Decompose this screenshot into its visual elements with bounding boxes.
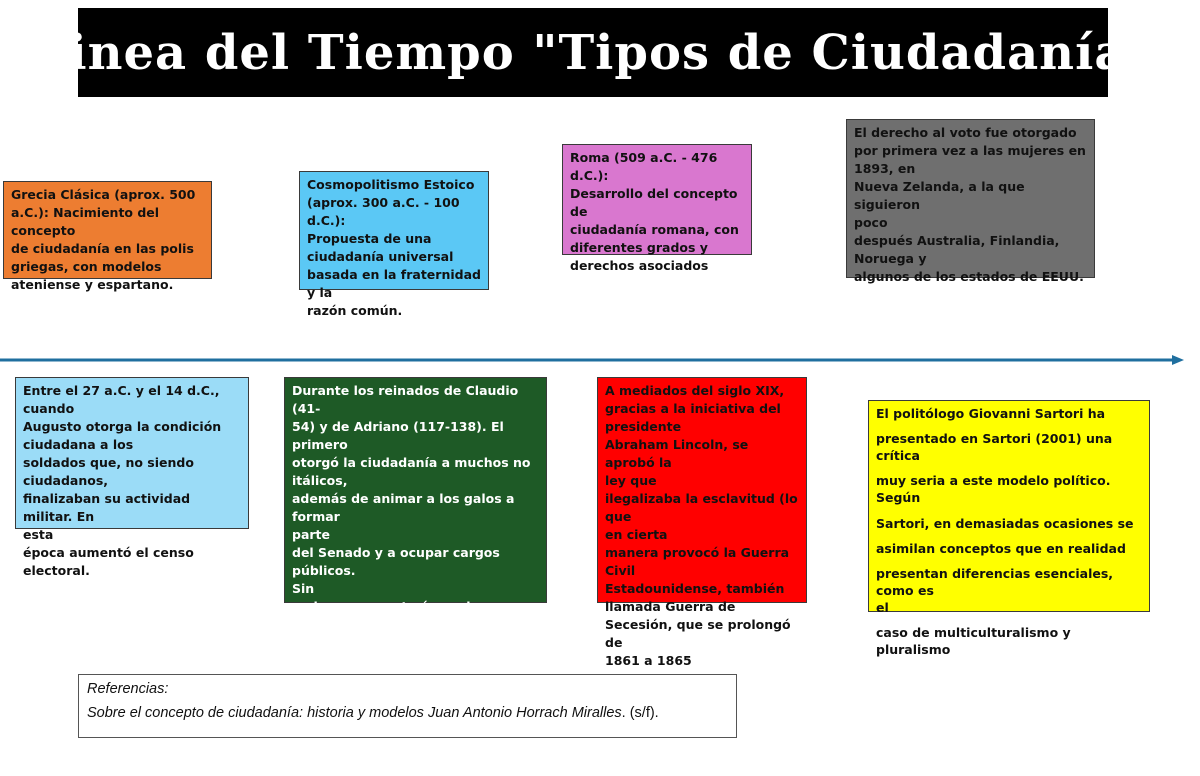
event-text-line: muy seria a este modelo político. Según	[876, 473, 1111, 506]
event-text-line: A mediados del siglo XIX,	[605, 383, 785, 398]
references-box	[78, 674, 737, 738]
event-text-line: presentan diferencias esenciales, como es	[876, 565, 1114, 598]
event-box-cosmopolitismo	[299, 171, 489, 318]
event-text-line: algunos de los estados de EEUU.	[854, 269, 1084, 284]
event-text-line: Augusto otorga la condición	[23, 419, 222, 434]
event-text-line: otorgó la ciudadanía a muchos no	[292, 455, 531, 470]
event-text-line: caso de multiculturalismo y pluralismo	[876, 625, 1071, 658]
event-text-line: a.C.): Nacimiento del concepto	[11, 205, 160, 238]
event-text-line: de ciudadanía en las polis	[11, 241, 194, 256]
event-text-line: Noruega y	[854, 251, 927, 266]
event-text-line: 1861 a 1865	[605, 653, 692, 668]
event-text-line: Desarrollo del concepto de	[570, 186, 738, 219]
event-text-line: llamada Guerra de	[605, 599, 736, 614]
timeline-arrowhead	[1172, 355, 1184, 365]
title-banner	[33, 8, 1153, 97]
event-box-augusto	[15, 377, 249, 578]
page-title: Linea del Tiempo "Tipos de Ciudadanía"	[33, 24, 1153, 81]
event-text-line: presidente	[605, 419, 682, 434]
event-text-line: El politólogo Giovanni Sartori ha	[876, 406, 1106, 421]
event-text-line: asimilan conceptos que en realidad	[876, 540, 1126, 556]
event-text-line: en cierta	[605, 527, 668, 542]
event-box-greece	[3, 181, 212, 292]
event-text-line: después Australia, Finlandia,	[854, 233, 1060, 248]
event-text-line: ciudadanía romana, con	[570, 222, 739, 237]
event-text-line: itálicos,	[292, 473, 348, 488]
event-text-line: Sin	[292, 581, 315, 596]
event-text-line: por primera vez a las mujeres en	[854, 143, 1086, 158]
event-text-line: presentado en Sartori (2001) una crítica	[876, 431, 1113, 464]
event-box-roma	[562, 144, 752, 273]
event-text-line: (aprox. 300 a.C. - 100 d.C.):	[307, 195, 460, 228]
event-text-line: Estadounidense, también	[605, 581, 785, 596]
event-text-line: del Senado y a ocupar cargos públicos.	[292, 545, 500, 578]
event-text-line: diferentes grados y	[570, 240, 708, 255]
event-text-line: Cosmopolitismo Estoico	[307, 177, 475, 192]
event-text-line: razón común.	[307, 303, 403, 318]
references-citation	[87, 705, 659, 721]
event-text-line: Nueva Zelanda, a la que siguieron	[854, 179, 1025, 212]
event-text-line: Secesión, que se prolongó de	[605, 617, 791, 650]
references-heading: Referencias:	[87, 681, 169, 697]
timeline-arrow	[0, 350, 1200, 370]
event-text-line: Entre el 27 a.C. y el 14 d.C., cuando	[23, 383, 220, 416]
event-text-line: de	[292, 635, 310, 650]
event-text-line: embargo, en esta época las diferencias	[292, 599, 487, 632]
event-text-line: poco	[854, 215, 888, 230]
citation-suffix: . (s/f).	[621, 705, 659, 721]
event-text-line: clase, entre los de clase superior	[292, 653, 526, 668]
event-text-line: ley que	[605, 473, 657, 488]
event-box-lincoln	[597, 377, 807, 668]
citation-title: Sobre el concepto de ciudadanía: historia y modelos Juan Antonio Horrach Miralles	[87, 705, 622, 721]
event-text-line: derechos asociados	[570, 258, 709, 273]
event-text-line: gracias a la iniciativa del	[605, 401, 781, 416]
event-text-line: además de animar a los galos a formar	[292, 491, 515, 524]
event-text-line: ciudadanía universal	[307, 249, 454, 264]
event-text-line: ciudadana a los	[23, 437, 134, 452]
event-text-line: El derecho al voto fue otorgado	[854, 125, 1077, 140]
event-text-line: Sartori, en demasiadas ocasiones se	[876, 515, 1134, 531]
event-text-line: parte	[292, 527, 331, 542]
event-box-voto-mujeres	[846, 119, 1095, 284]
event-text-line: finalizaban su actividad militar. En	[23, 491, 191, 524]
event-text-line: basada en la fraternidad y la	[307, 267, 481, 300]
event-text-line: 1893, en	[854, 161, 916, 176]
event-text-line: (honestiores) y los de inferior	[292, 671, 503, 686]
event-text-line: esta	[23, 527, 54, 542]
event-box-claudio-adriano	[284, 377, 547, 686]
event-text-line: Roma (509 a.C. - 476 d.C.):	[570, 150, 718, 183]
event-text-line: Propuesta de una	[307, 231, 432, 246]
event-text-line: griegas, con modelos	[11, 259, 162, 274]
event-text-line: ateniense y espartano.	[11, 277, 174, 292]
event-text-line: Durante los reinados de Claudio (41-	[292, 383, 519, 416]
event-text-line: época aumentó el censo electoral.	[23, 545, 194, 578]
event-text-line: ciudadanos,	[23, 473, 109, 488]
event-text-line: el	[876, 599, 889, 615]
event-text-line: manera provocó la Guerra Civil	[605, 545, 790, 578]
event-box-sartori	[868, 400, 1150, 658]
event-text-line: ilegalizaba la esclavitud (lo que	[605, 491, 798, 524]
event-text-line: 54) y de Adriano (117-138). El primero	[292, 419, 504, 452]
event-text-line: Grecia Clásica (aprox. 500	[11, 187, 196, 202]
event-text-line: Abraham Lincoln, se aprobó la	[605, 437, 749, 470]
event-text-line: soldados que, no siendo	[23, 455, 194, 470]
